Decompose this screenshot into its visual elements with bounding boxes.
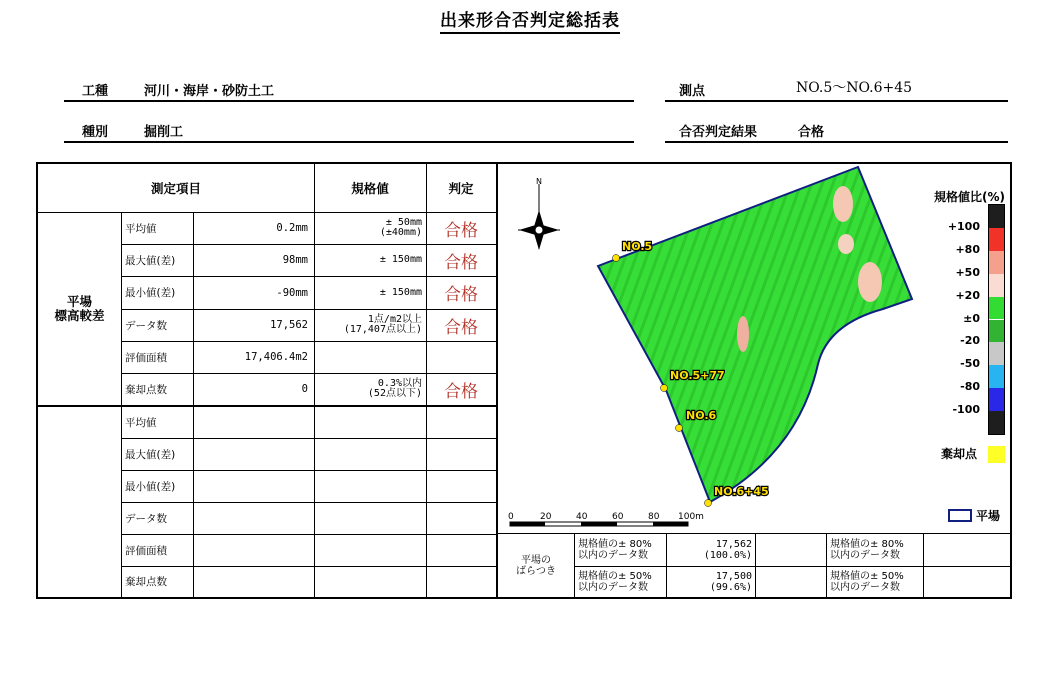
scale-bar (508, 512, 704, 526)
r1-label: 規格値の± 80% 以内のデータ数 (578, 539, 652, 561)
row-name: 最大値(差) (125, 448, 176, 461)
legend-swatch (989, 228, 1004, 251)
legend-label: -80 (960, 380, 980, 394)
area-label: 平場 (976, 509, 1001, 523)
row-value: 17,562 (270, 319, 308, 331)
row-name: 評価面積 (125, 544, 167, 557)
legend-swatch (989, 320, 1004, 343)
reject-label: 棄却点 (941, 447, 978, 461)
point-label: NO.5 (622, 240, 653, 253)
north-label: N (536, 177, 542, 186)
legend-label: -50 (960, 357, 980, 371)
row-value: 17,406.4m2 (244, 351, 308, 363)
row-spec: ± 50mm (±40mm) (379, 217, 422, 238)
scale-tick: 20 (540, 512, 552, 522)
kouji-label: 工種 (82, 84, 109, 99)
sokuten-value: NO.5～NO.6+45 (796, 80, 913, 96)
legend-colorbar (988, 204, 1005, 435)
deviation-patch (838, 234, 854, 254)
legend-labels (918, 204, 980, 435)
deviation-patch (833, 186, 853, 222)
row-name: データ数 (125, 512, 167, 525)
row-name: 平均値 (125, 417, 157, 429)
legend-label: +20 (955, 288, 980, 302)
legend-swatch (989, 251, 1004, 274)
legend-label: +80 (955, 242, 980, 256)
group-label: 平場 標高較差 (54, 293, 105, 323)
result-label: 合否判定結果 (679, 125, 758, 140)
header-item: 測定項目 (150, 181, 201, 196)
r2-right-label: 規格値の± 50% 以内のデータ数 (830, 571, 904, 593)
row-name: 平均値 (125, 222, 157, 235)
row-judge: 合格 (444, 381, 478, 402)
point-marker (705, 500, 712, 507)
r2-label: 規格値の± 50% 以内のデータ数 (578, 571, 652, 593)
point-marker (676, 425, 683, 432)
site-area (598, 167, 912, 502)
shubetsu-value: 掘削工 (144, 125, 184, 140)
legend-swatch (989, 205, 1004, 228)
row-spec: 1点/m2以上 (17,407点以上) (343, 314, 422, 335)
row-spec: 0.3%以内 (52点以下) (367, 378, 422, 399)
area-swatch (948, 509, 972, 522)
dispersion-label: 平場の ばらつき (516, 555, 556, 577)
point-marker (613, 255, 620, 262)
compass-icon (518, 177, 560, 250)
kouji-value: 河川・海岸・砂防土工 (144, 84, 275, 99)
scale-tick: 100m (678, 512, 704, 522)
deviation-patch (737, 316, 749, 352)
shubetsu-label: 種別 (82, 125, 109, 140)
header-judge: 判定 (448, 181, 474, 196)
measurement-table (36, 162, 498, 599)
scale-tick: 60 (612, 512, 624, 522)
legend-label: +50 (955, 265, 980, 279)
legend-title: 規格値比(%) (934, 190, 1005, 204)
row-value: 98mm (282, 254, 308, 266)
r2-value: 17,500 (99.6%) (709, 571, 752, 593)
legend-swatch (989, 411, 1004, 434)
row-spec: ± 150mm (379, 254, 422, 265)
row-name: 棄却点数 (125, 576, 167, 588)
scale-tick: 80 (648, 512, 660, 522)
legend-label: +100 (947, 219, 980, 233)
row-value: 0.2mm (276, 222, 308, 234)
dispersion-table (498, 533, 1010, 597)
point-label: NO.5+77 (670, 369, 725, 382)
sokuten-underline (665, 100, 1008, 102)
row-name: 最小値(差) (125, 480, 176, 493)
row-name: データ数 (125, 319, 167, 332)
row-value: -90mm (276, 286, 308, 299)
deviation-patch (858, 262, 882, 302)
shubetsu-underline (64, 141, 634, 143)
legend-label: ±0 (963, 311, 980, 325)
result-underline (665, 141, 1008, 143)
row-value: 0 (301, 383, 308, 395)
r1-value: 17,562 (100.0%) (703, 539, 752, 561)
legend-swatch (989, 388, 1004, 411)
legend-swatch (989, 342, 1004, 365)
row-spec: ± 150mm (379, 286, 422, 298)
legend-label: -20 (960, 334, 980, 348)
result-value: 合格 (798, 125, 825, 140)
map-panel (496, 162, 1012, 599)
sokuten-label: 測点 (679, 84, 706, 99)
legend-swatch (989, 274, 1004, 297)
reject-swatch (988, 446, 1005, 463)
page-title: 出来形合否判定総括表 (0, 6, 1060, 31)
legend-label: -100 (952, 403, 980, 417)
point-marker (661, 385, 668, 392)
legend-swatch (989, 365, 1004, 388)
row-name: 最小値(差) (125, 287, 176, 299)
kouji-underline (64, 100, 634, 102)
r1-right-label: 規格値の± 80% 以内のデータ数 (830, 539, 904, 561)
row-judge: 合格 (444, 317, 478, 338)
point-label: NO.6+45 (714, 485, 769, 498)
row-judge: 合格 (444, 252, 478, 273)
row-judge: 合格 (444, 220, 478, 241)
scale-tick: 40 (576, 512, 588, 522)
row-judge: 合格 (444, 285, 478, 305)
scale-tick: 0 (508, 512, 514, 522)
header-spec: 規格値 (351, 181, 389, 196)
row-name: 棄却点数 (125, 383, 167, 396)
row-name: 最大値(差) (125, 254, 176, 267)
row-name: 評価面積 (125, 351, 167, 364)
legend-swatch (989, 297, 1004, 320)
point-label: NO.6 (686, 409, 717, 422)
